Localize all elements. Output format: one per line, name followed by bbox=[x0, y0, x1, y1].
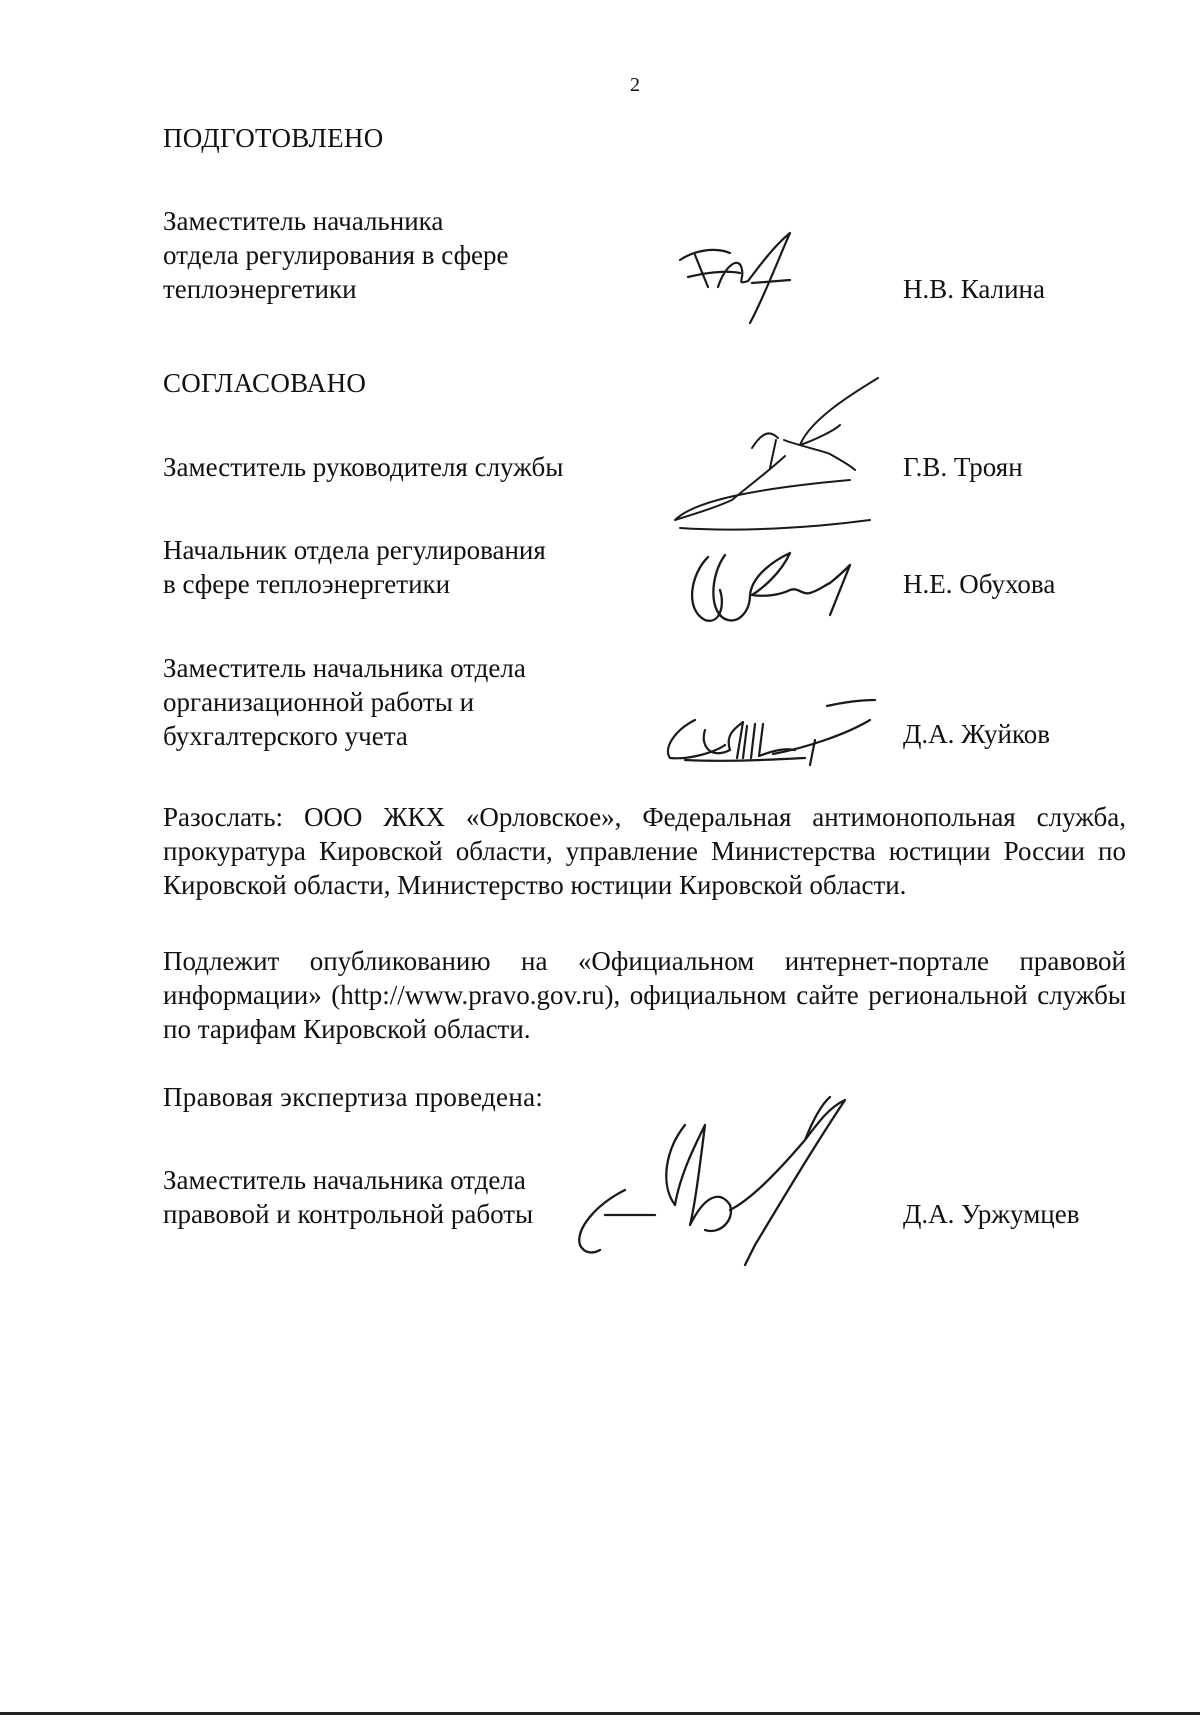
position-line: бухгалтерского учета bbox=[163, 721, 408, 751]
signatory-name: Г.В. Троян bbox=[903, 452, 1023, 482]
position-line: Заместитель руководителя службы bbox=[163, 452, 564, 482]
signature-obukhova bbox=[680, 535, 860, 630]
position-line: теплоэнергетики bbox=[163, 274, 357, 304]
agreed-position-2 bbox=[163, 533, 546, 601]
prepared-position bbox=[163, 204, 509, 306]
publication-paragraph: Подлежит опубликованию на «Официальном интернет-портале правовой информации» (http://www.pravo.gov.ru), официальном сайте региональной службы по тарифам Кировской области. bbox=[163, 946, 1126, 1044]
prepared-heading: ПОДГОТОВЛЕНО bbox=[163, 123, 384, 153]
position-line: Заместитель начальника bbox=[163, 206, 444, 236]
bottom-rule bbox=[0, 1712, 1200, 1715]
position-line: Заместитель начальника отдела bbox=[163, 653, 526, 683]
signatory-name: Д.А. Уржумцев bbox=[903, 1199, 1080, 1229]
position-line: отдела регулирования в сфере bbox=[163, 240, 509, 270]
legal-review-heading: Правовая экспертиза проведена: bbox=[163, 1082, 544, 1112]
position-line: Начальник отдела регулирования bbox=[163, 535, 546, 565]
signatory-name: Д.А. Жуйков bbox=[903, 719, 1050, 749]
agreed-position-1 bbox=[163, 450, 563, 484]
page-number: 2 bbox=[630, 74, 640, 96]
agreed-position-3 bbox=[163, 651, 526, 753]
position-line: Заместитель начальника отдела bbox=[163, 1165, 526, 1195]
agreed-heading: СОГЛАСОВАНО bbox=[163, 368, 367, 398]
signature-zhuykov bbox=[655, 690, 895, 770]
signatory-name: Н.В. Калина bbox=[903, 274, 1045, 304]
legal-review-position bbox=[163, 1163, 533, 1231]
signatory-name: Н.Е. Обухова bbox=[903, 569, 1056, 599]
distribution-paragraph: Разослать: ООО ЖКХ «Орловское», Федеральная антимонопольная служба, прокуратура Кировской области, управление Министерства юстиции России по Кировской области, Министерство юстиции Кировской области. bbox=[163, 802, 1126, 900]
signature-kalina bbox=[670, 225, 830, 335]
position-line: в сфере теплоэнергетики bbox=[163, 569, 451, 599]
signature-urzhumtsev bbox=[565, 1095, 865, 1275]
position-line: правовой и контрольной работы bbox=[163, 1199, 534, 1229]
signature-troyan bbox=[650, 370, 890, 540]
position-line: организационной работы и bbox=[163, 687, 475, 717]
